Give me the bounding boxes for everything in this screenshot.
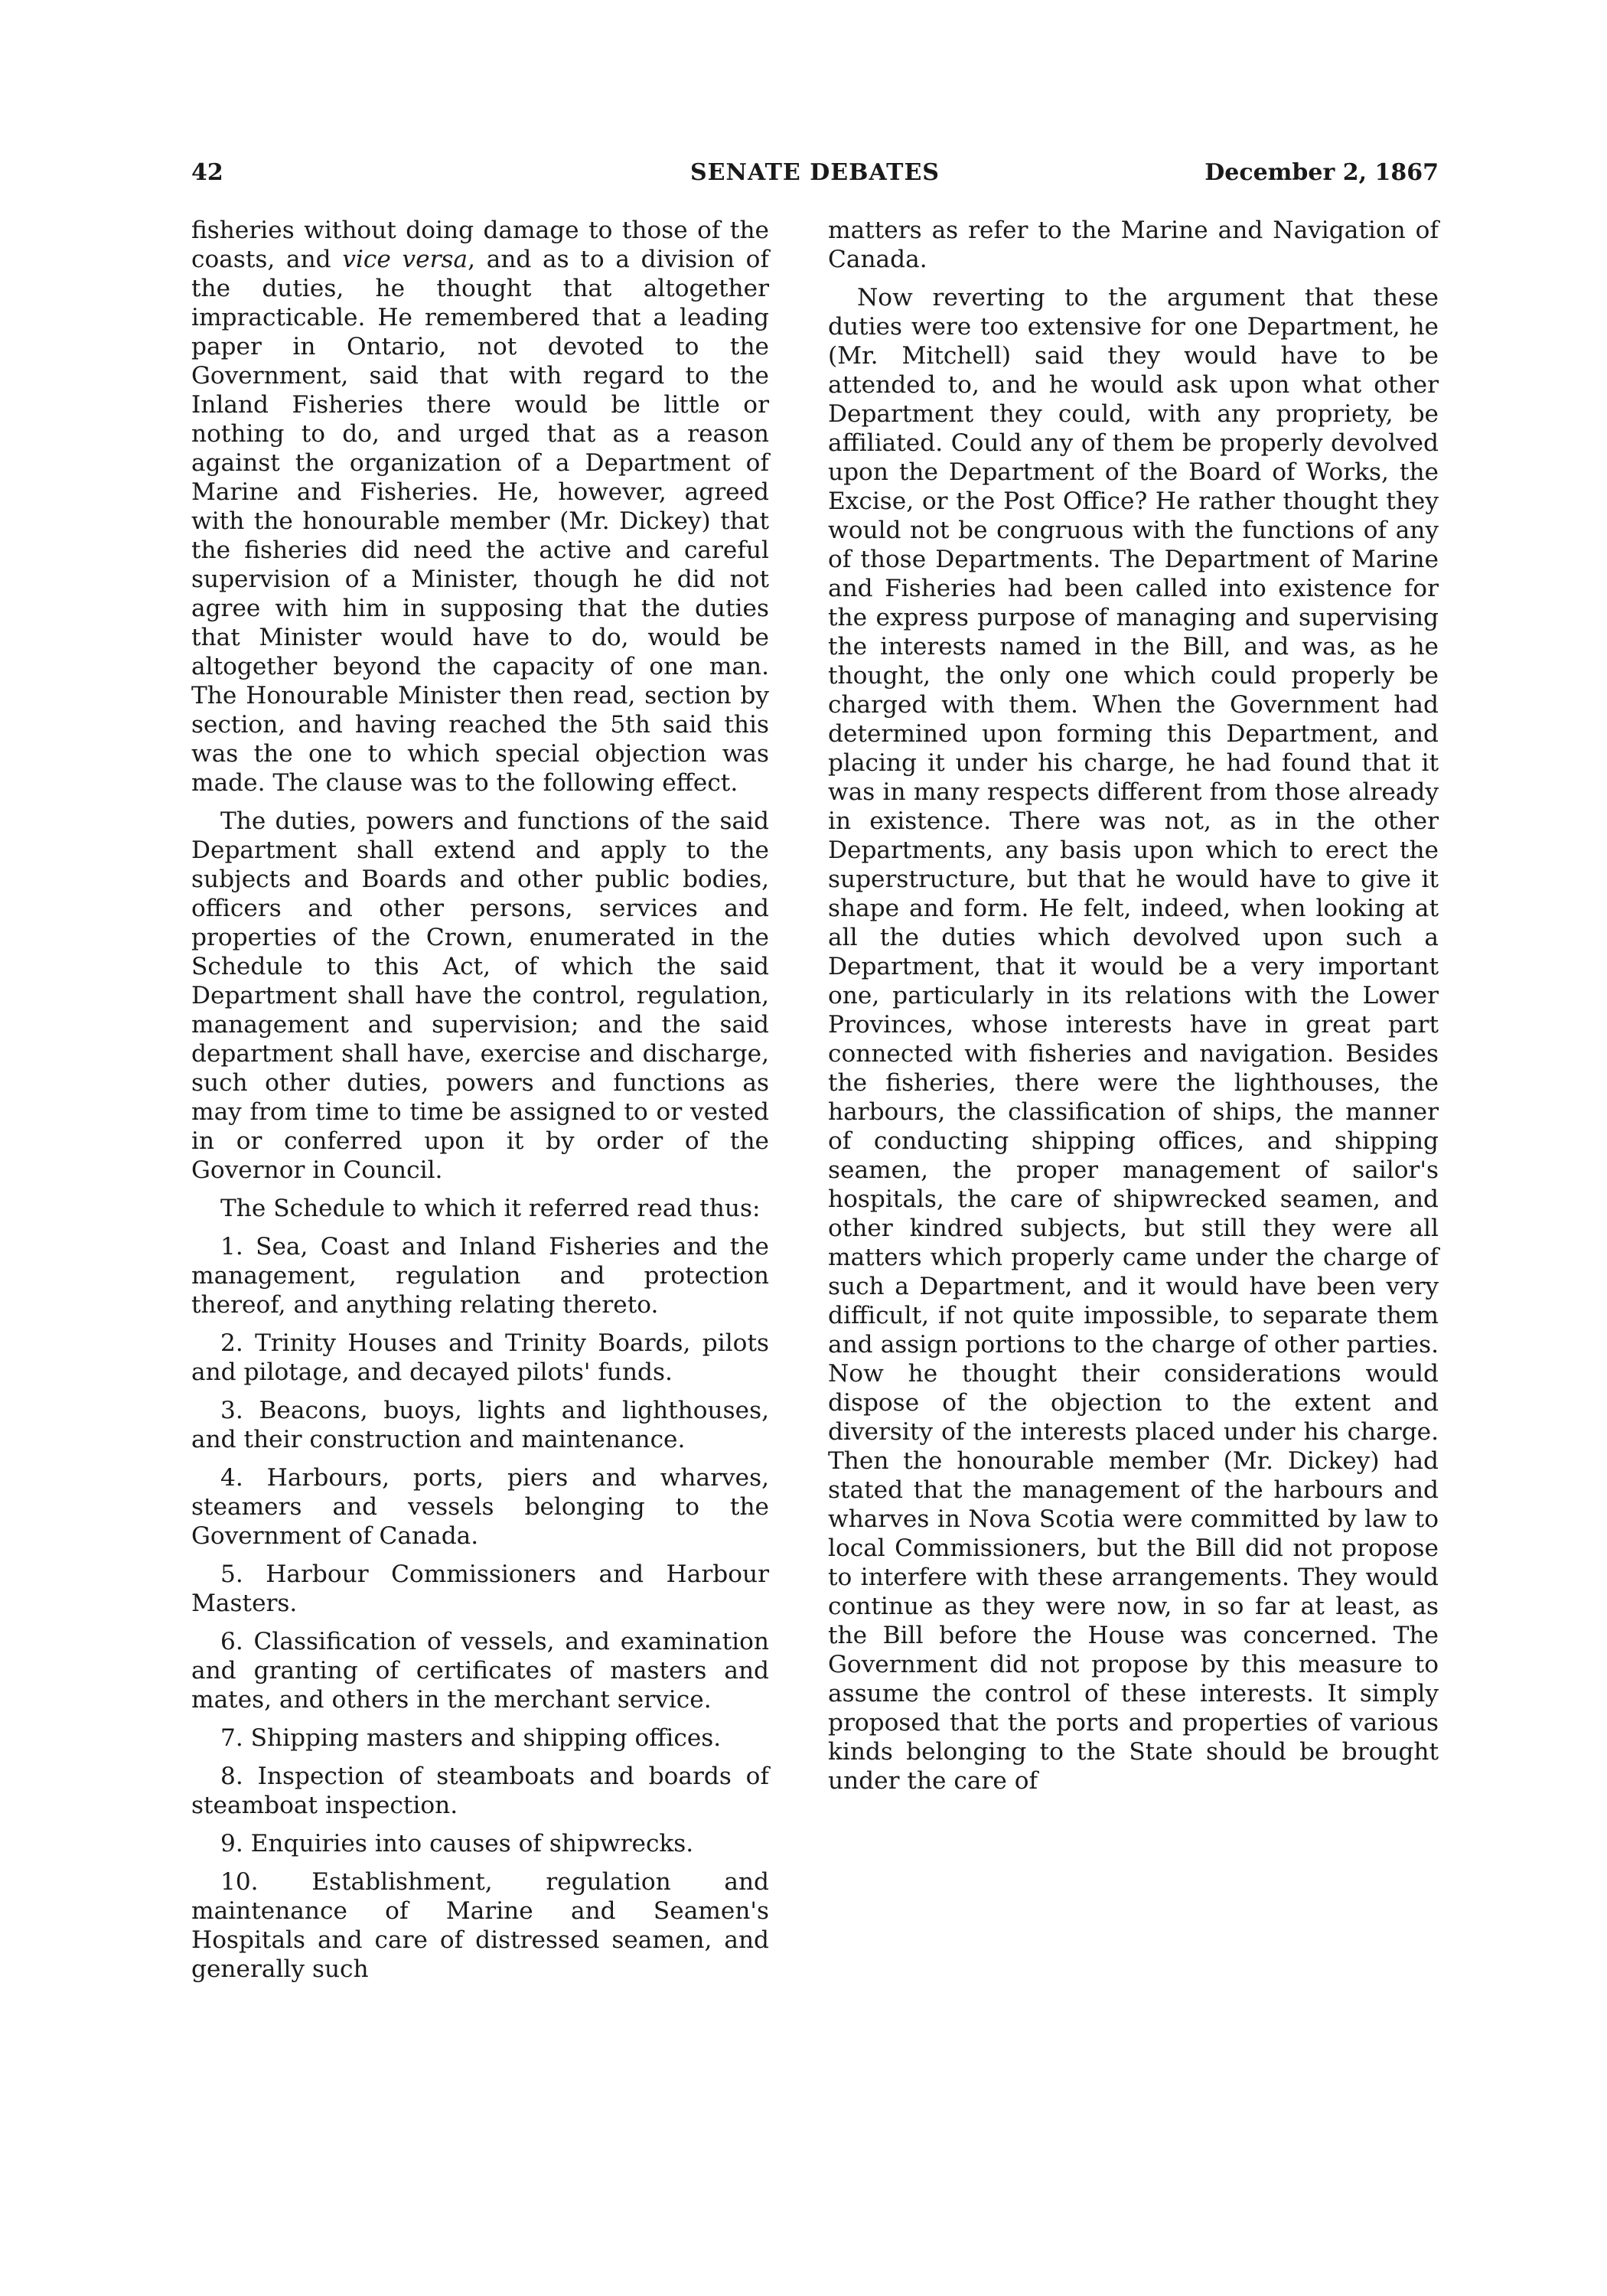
italic-text: vice versa (342, 246, 468, 273)
header-date: December 2, 1867 (1204, 159, 1439, 186)
right-column (828, 216, 1439, 1805)
schedule-item: 5. Harbour Commissioners and Harbour Masters. (191, 1561, 769, 1617)
schedule-item: 7. Shipping masters and shipping offices. (220, 1724, 722, 1752)
page-number: 42 (191, 159, 223, 186)
paragraph (191, 216, 769, 797)
paragraph: The Schedule to which it referred read thus: (220, 1195, 761, 1222)
schedule-item: 6. Classification of vessels, and examination and granting of certificates of masters and mates, and others in the merchant service. (191, 1628, 769, 1714)
schedule-item: 9. Enquiries into causes of shipwrecks. (220, 1830, 694, 1857)
quoted-clause: The duties, powers and functions of the said Department shall extend and apply to the subjects and Boards and other public bodies, officers and other persons, services and properties of the Crown, enumerated in the Schedule to this Act, of which the said Department shall have the control, regulation, management and supervision; and the said department shall have, exercise and discharge, such other duties, powers and functions as may from time to time be assigned to or vested in or conferred upon it by order of the Governor in Council. (191, 807, 769, 1184)
schedule-item: 4. Harbours, ports, piers and wharves, steamers and vessels belonging to the Government of Canada. (191, 1464, 769, 1550)
schedule-item: 1. Sea, Coast and Inland Fisheries and the management, regulation and protection thereof, and anything relating thereto. (191, 1233, 769, 1319)
schedule-item: 2. Trinity Houses and Trinity Boards, pilots and pilotage, and decayed pilots' funds. (191, 1329, 769, 1386)
left-column (191, 216, 769, 1993)
schedule-item: 8. Inspection of steamboats and boards of steamboat inspection. (191, 1763, 769, 1819)
paragraph: matters as refer to the Marine and Navigation of Canada. (828, 217, 1439, 273)
publication-title: SENATE DEBATES (690, 159, 940, 186)
running-header (191, 159, 1439, 197)
schedule-item: 3. Beacons, buoys, lights and lighthouses, and their construction and maintenance. (191, 1397, 769, 1453)
schedule-item: 10. Establishment, regulation and maintenance of Marine and Seamen's Hospitals and care of distressed seamen, and generally such (191, 1868, 769, 1983)
paragraph: Now reverting to the argument that these duties were too extensive for one Department, he (Mr. Mitchell) said they would have to be attended to, and he would ask upon what other Department they could, with any propriety, be affiliated. Could any of them be properly devolved upon the Department of the Board of Works, the Excise, or the Post Office? He rather thought they would not be congruous with the functions of any of those Departments. The Department of Marine and Fisheries had been called into existence for the express purpose of managing and supervising the interests named in the Bill, and was, as he thought, the only one which could properly be charged with them. When the Government had determined upon forming this Department, and placing it under his charge, he had found that it was in many respects different from those already in existence. There was not, as in the other Departments, any basis upon which to erect the superstructure, but that he would have to give it shape and form. He felt, indeed, when looking at all the duties which devolved upon such a Department, that it would be a very important one, particularly in its relations with the Lower Provinces, whose interests have in great part connected with fisheries and navigation. Besides the fisheries, there were the lighthouses, the harbours, the classification of ships, the manner of conducting shipping offices, and shipping seamen, the proper management of sailor's hospitals, the care of shipwrecked seamen, and other kindred subjects, but still they were all matters which properly came under the charge of such a Department, and it would have been very difficult, if not quite impossible, to separate them and assign portions to the charge of other parties. Now he thought their considerations would dispose of the objection to the extent and diversity of the interests placed under his charge. Then the honourable member (Mr. Dickey) had stated that the management of the harbours and wharves in Nova Scotia were committed by law to local Commissioners, but the Bill did not propose to interfere with these arrangements. They would continue as they were now, in so far at least, as the Bill before the House was concerned. The Government did not propose by this measure to assume the control of these interests. It simply proposed that the ports and properties of various kinds belonging to the State should be brought under the care of (828, 284, 1439, 1795)
paragraph-text: fisheries without doing damage to those of the coasts, and (191, 217, 769, 273)
paragraph-text: , and as to a division of the duties, he thought that altogether impracticable. He remembered that a leading paper in Ontario, not devoted to the Government, said that with regard to the Inland Fisheries there would be little or nothing to do, and urged that as a reason against the organization of a Department of Marine and Fisheries. He, however, agreed with the honourable member (Mr. Dickey) that the fisheries did need the active and careful supervision of a Minister, though he did not agree with him in supposing that the duties that Minister would have to do, would be altogether beyond the capacity of one man. The Honourable Minister then read, section by section, and having reached the 5th said this was the one to which special objection was made. The clause was to the following effect. (191, 246, 770, 797)
